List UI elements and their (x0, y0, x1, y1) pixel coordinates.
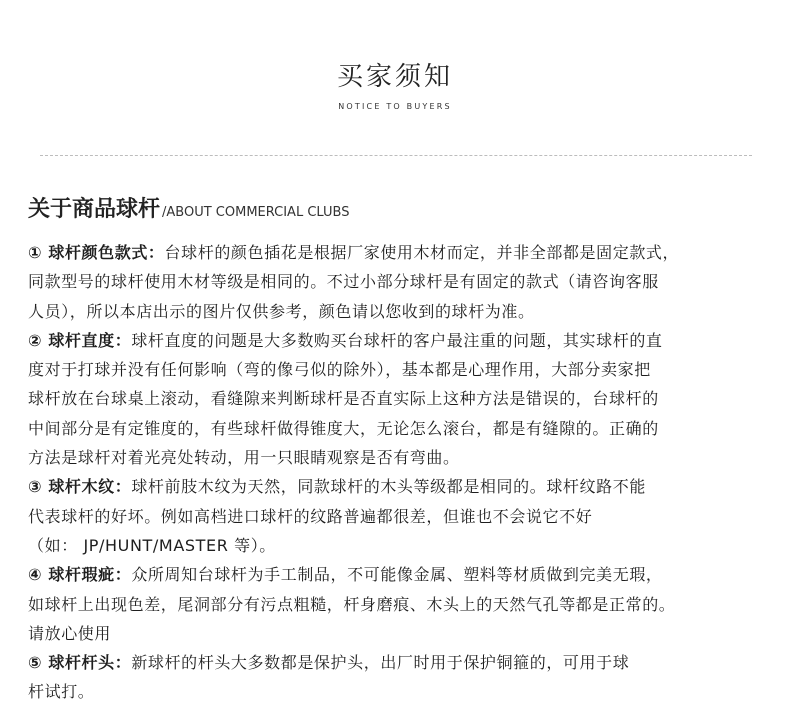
item-lead: ④ 球杆瑕疵： (28, 565, 132, 585)
item-text: 同款型号的球杆使用木材等级是相同的。不过小部分球杆是有固定的款式（请咨询客服 (28, 272, 659, 292)
notice-line (28, 326, 773, 355)
notice-line (28, 238, 773, 267)
page-subtitle: NOTICE TO BUYERS (338, 102, 452, 111)
item-lead: ② 球杆直度： (28, 330, 132, 350)
notice-line (28, 531, 773, 560)
notice-line (28, 472, 773, 501)
section-heading (28, 192, 349, 223)
item-text: 台球杆的颜色插花是根据厂家使用木材而定，并非全部都是固定款式， (164, 243, 680, 262)
page-title: 买家须知 (336, 62, 453, 92)
notice-line (28, 297, 773, 326)
notice-line (28, 677, 773, 706)
item-lead: ① 球杆颜色款式： (28, 243, 165, 262)
item-text: 中间部分是有定锥度的，有些球杆做得锥度大，无论怎么滚台，都是有缝隙的。正确的 (28, 418, 659, 438)
item-text: 球杆直度的问题是大多数购买台球杆的客户最注重的问题，其实球杆的直 (131, 330, 663, 350)
item-text: 代表球杆的好坏。例如高档进口球杆的纹路普遍都很差，但谁也不会说它不好 (28, 506, 593, 526)
notice-line (28, 384, 773, 413)
notice-line (28, 267, 773, 296)
item-text: 请放心使用 (28, 623, 112, 643)
notice-line (28, 443, 773, 472)
notice-line (28, 648, 773, 677)
item-lead: ⑤ 球杆杆头： (28, 653, 132, 673)
item-text: 人员），所以本店出示的图片仅供参考，颜色请以您收到的球杆为准。 (28, 301, 535, 321)
notice-line (28, 619, 773, 648)
item-text: 球杆前肢木纹为天然，同款球杆的木头等级都是相同的。球杆纹路不能 (131, 477, 646, 497)
item-text: 众所周知台球杆为手工制品，不可能像金属、塑料等材质做到完美无瑕， (131, 565, 663, 585)
item-lead: ③ 球杆木纹： (28, 477, 132, 497)
section-heading-en: /ABOUT COMMERCIAL CLUBS (162, 205, 350, 220)
section-heading-zh: 关于商品球杆 (28, 197, 161, 222)
item-text: 杆试打。 (28, 682, 95, 702)
notice-line (28, 502, 773, 531)
item-text: 新球杆的杆头大多数都是保护头，出厂时用于保护铜箍的，可用于球 (131, 653, 630, 673)
notice-line (28, 590, 773, 619)
item-text: 如球杆上出现色差，尾洞部分有污点粗糙，杆身磨痕、木头上的天然气孔等都是正常的。 (28, 594, 676, 614)
item-text: （如： JP/HUNT/MASTER 等）。 (28, 535, 276, 555)
notice-line (28, 355, 773, 384)
dashed-divider (40, 155, 752, 156)
item-text: 球杆放在台球桌上滚动，看缝隙来判断球杆是否直实际上这种方法是错误的，台球杆的 (28, 389, 659, 409)
notice-line (28, 414, 773, 443)
item-text: 方法是球杆对着光亮处转动，用一只眼睛观察是否有弯曲。 (28, 448, 460, 468)
notice-body (28, 238, 773, 707)
notice-line (28, 560, 773, 589)
item-text: 度对于打球并没有任何影响（弯的像弓似的除外），基本都是心理作用，大部分卖家把 (28, 360, 651, 380)
